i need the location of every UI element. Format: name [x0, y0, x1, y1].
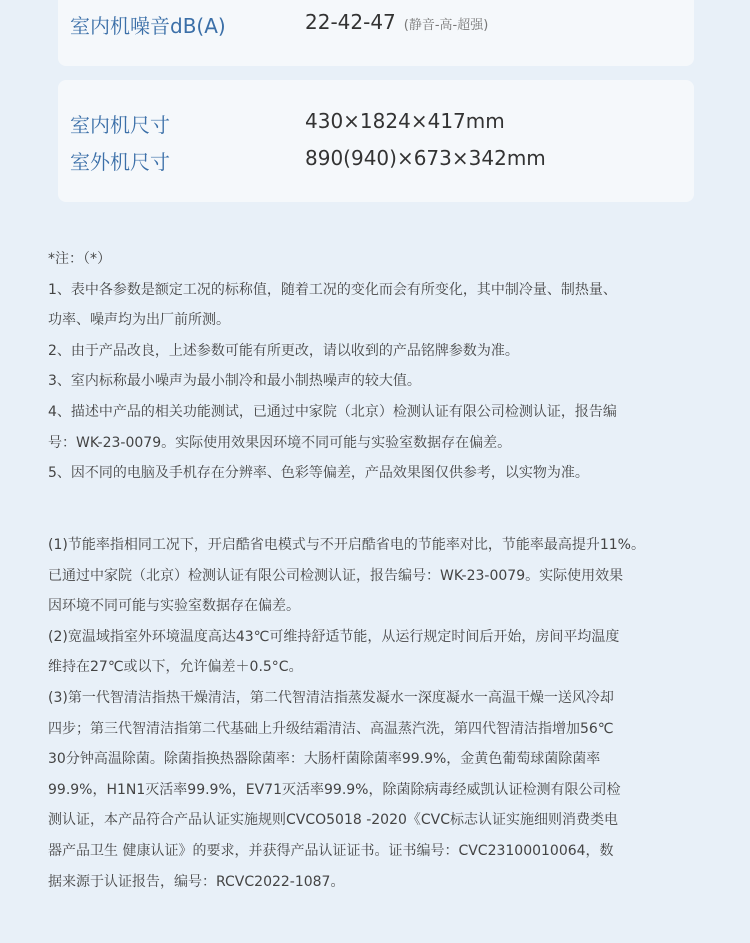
note-line: 5、因不同的电脑及手机存在分辨率、色彩等偏差，产品效果图仅供参考，以实物为准。 [48, 465, 589, 482]
footnote-line: 据来源于认证报告，编号：RCVC2022-1087。 [48, 873, 345, 890]
note-line: 2、由于产品改良，上述参数可能有所更改，请以收到的产品铭牌参数为准。 [48, 342, 519, 359]
outdoor-size-label: 室外机尺寸 [70, 150, 170, 174]
note-line: 号：WK-23-0079。实际使用效果因环境不同可能与实验室数据存在偏差。 [48, 434, 512, 451]
footnote-line: (1)节能率指相同工况下，开启酷省电模式与不开启酷省电的节能率对比，节能率最高提升11%。 [48, 537, 645, 553]
note-line: 4、描述中产品的相关功能测试，已通过中家院（北京）检测认证有限公司检测认证，报告编 [48, 403, 617, 420]
size-spec-card [58, 80, 694, 202]
noise-mode-note: (静音-高-超强) [403, 18, 489, 33]
footnote-line: 99.9%，H1N1灭活率99.9%，EV71灭活率99.9%，除菌除病毒经威凯认证检测有限公司检 [48, 781, 621, 798]
footnote-line: 器产品卫生 健康认证》的要求，并获得产品认证证书。证书编号：CVC23100010064，数 [48, 842, 614, 859]
note-line: 1、表中各参数是额定工况的标称值，随着工况的变化而会有所变化，其中制冷量、制热量、 [48, 281, 617, 298]
footnote-line: 测认证，本产品符合产品认证实施规则CVCO5018 -2020《CVC标志认证实施细则消费类电 [48, 812, 619, 829]
notes-section [48, 244, 716, 489]
footnote-line: 因环境不同可能与实验室数据存在偏差。 [48, 598, 300, 615]
footnotes-section [48, 530, 716, 897]
noise-value-text: 22-42-47 [305, 10, 396, 34]
footnote-line: (3)第一代智清洁指热干燥清洁，第二代智清洁指蒸发凝水一深度凝水一高温干燥一送风冷却 [48, 689, 614, 706]
footnote-line: 四步；第三代智清洁指第二代基础上升级结霜清洁、高温蒸汽洗，第四代智清洁指增加56℃ [48, 720, 614, 737]
footnote-line: 维持在27℃或以下，允许偏差＋0.5°C。 [48, 659, 303, 676]
footnote-line: 已通过中家院（北京）检测认证有限公司检测认证，报告编号：WK-23-0079。实际使用效果 [48, 567, 624, 584]
indoor-size-label: 室内机尺寸 [70, 113, 170, 137]
noise-value [305, 10, 488, 34]
indoor-size-value: 430×1824×417mm [305, 109, 505, 133]
note-line: 3、室内标称最小噪声为最小制冷和最小制热噪声的较大值。 [48, 373, 421, 390]
footnote-line: 30分钟高温除菌。除菌指换热器除菌率：大肠杆菌除菌率99.9%，金黄色葡萄球菌除菌率 [48, 751, 601, 768]
notes-header: *注：（*） [48, 251, 111, 267]
note-line: 功率、噪声均为出厂前所测。 [48, 312, 230, 329]
outdoor-size-value: 890(940)×673×342mm [305, 146, 546, 170]
footnote-line: (2)宽温域指室外环境温度高达43℃可维持舒适节能，从运行规定时间后开始，房间平均温度 [48, 628, 620, 645]
noise-label: 室内机噪音dB(A) [70, 14, 226, 38]
